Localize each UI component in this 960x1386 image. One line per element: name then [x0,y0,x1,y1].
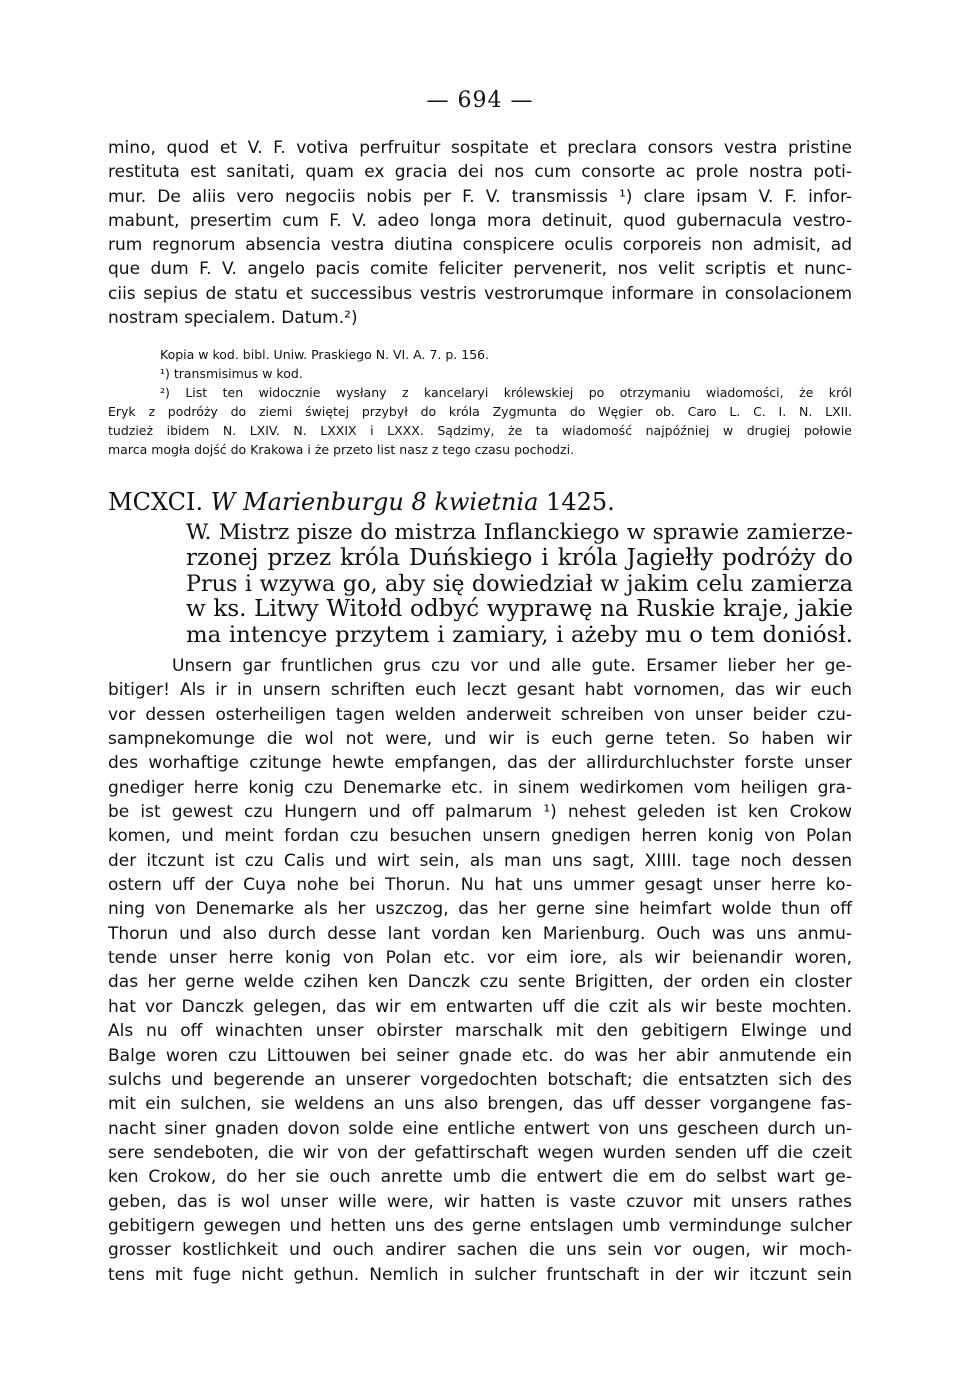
body-line: bitiger! Als ir in unsern schriften euch leczt gesant habt vornomen, das wir euch [108,680,852,701]
body-line: ken Crokow, do her sie ouch anrette umb die entwert die em do selbst wart ge- [108,1167,852,1188]
body-line: Unsern gar fruntlichen grus czu vor und alle gute. Ersamer lieber her ge- [172,656,852,676]
summary-line: ma intencye przytem i zamiary, i ażeby mu o tem doniósł. [186,622,853,649]
body-line: vor dessen osterheiligen tagen welden anderweit schreiben von unser beider czu- [108,704,852,725]
body-line: gnediger herre konig czu Denemarke etc. in sinem wedirkomen vom heiligen gra- [108,777,852,798]
document-year: 1425. [546,488,615,516]
body-line: der itczunt ist czu Calis und wirt sein, als man uns sagt, XIIII. tage noch dessen [108,850,852,871]
footnote-line: tudzież ibidem N. LXIV. N. LXXIX i LXXX. Sądzimy, że ta wiadomość najpóźniej w drugiej połowie [108,423,852,438]
body-text [108,654,852,1287]
footnotes [108,345,852,459]
document-heading [108,488,868,516]
text-line: ciis sepius de statu et successibus vestris vestrorumque informare in consolacionem [108,283,852,304]
body-line: grosser kostlichkeit und ouch andirer sachen die uns sein vor ougen, wir moch- [108,1240,852,1261]
body-line: mit ein sulchen, sie weldens an uns also brengen, das uff desser vorgangene fas- [108,1094,852,1115]
body-line: hat vor Danczk gelegen, das wir em entwarten uff die czit als wir beste mochten. [108,996,852,1017]
body-line: ostern uff der Cuya nohe bei Thorun. Nu hat uns ummer gesagt unser herre ko- [108,875,852,896]
text-line: rum regnorum absencia vestra diutina conspicere oculis corporeis non admisit, ad [108,235,852,256]
summary-line: Prus i wzywa go, aby się dowiedział w jakim celu zamierza [186,570,853,597]
body-line: Als nu off winachten unser obirster marschalk mit den gebitigern Elwinge und [108,1021,852,1042]
body-line: das her gerne welde czihen ken Danczk czu sente Brigitten, der orden ein closter [108,972,852,993]
footnote-line: marca mogła dojść do Krakowa i że przeto list nasz z tego czasu pochodzi. [108,442,575,457]
body-line: be ist gewest czu Hungern und off palmarum ¹) nehest geleden ist ken Crokow [108,802,852,823]
document-title: W Marienburgu 8 kwietnia [210,488,539,516]
body-line: Balge woren czu Littouwen bei seiner gnade etc. do was her abir anmutende ein [108,1045,852,1066]
body-line: gebitigern gewegen und hetten uns des gerne entslagen umb vermindunge sulcher [108,1215,852,1236]
body-line: geben, das is wol unser wille were, wir hatten is vaste czuvor mit unsers rathes [108,1191,852,1212]
document-number: MCXCI. [108,488,204,516]
body-line: tens mit fuge nicht gethun. Nemlich in sulcher fruntschaft in der wir itczunt sein [108,1264,852,1285]
footnote-line: ¹) transmisimus w kod. [160,366,303,381]
intro-paragraph [108,136,852,330]
body-line: sulchs und begerende an unserer vorgedochten botschaft; die entsatzten sich des [108,1069,852,1090]
text-line: que dum F. V. angelo pacis comite feliciter pervenerit, nos velit scriptis et nunc- [108,259,852,280]
body-line: sampnekomunge die wol not were, und wir is euch gerne teten. So haben wir [108,729,852,750]
body-line: ning von Denemarke als her uszczog, das her gerne sine heimfart wolde thun off [108,899,852,920]
text-line: mino, quod et V. F. votiva perfruitur sospitate et preclara consors vestra pristine [108,138,852,158]
page-number: — 694 — [426,88,534,113]
body-line: nacht siner gnaden dovon solde eine entliche entwert von uns gescheen durch un- [108,1118,852,1139]
text-line: restituta est sanitati, quam ex gracia dei nos cum consorte ac prole nostra poti- [108,162,852,183]
body-line: des worhaftige czitunge hewte empfangen, das der allirdurchluchster forste unser [108,753,852,774]
summary-line: rzonej przez króla Duńskiego i króla Jagiełły podróży do [186,544,853,571]
body-line: tende unser herre konig von Polan etc. vor eim iore, als wir beienandir woren, [108,948,852,969]
body-line: sere sendeboten, die wir von der gefattirschaft wegen wurden senden uff die czeit [108,1142,852,1163]
footnote-line: Kopia w kod. bibl. Uniw. Praskiego N. VI. A. 7. p. 156. [160,347,490,362]
body-line: Thorun und also durch desse lant vordan ken Marienburg. Ouch was uns anmu- [108,923,852,944]
text-line: nostram specialem. Datum.²) [108,308,358,329]
summary-line: W. Mistrz pisze do mistrza Inflanckiego w sprawie zamierze- [186,520,853,545]
text-line: mur. De aliis vero negociis nobis per F. V. transmissis ¹) clare ipsam V. F. infor- [108,186,852,207]
body-line: komen, und meint fordan czu besuchen unsern gnedigen herren konig von Polan [108,826,852,847]
summary-line: w ks. Litwy Witołd odbyć wyprawę na Ruskie kraje, jakie [186,596,853,623]
text-line: mabunt, presertim cum F. V. adeo longa mora detinuit, quod gubernacula vestro- [108,210,852,231]
footnote-line: Eryk z podróży do ziemi świętej przybył do króla Zygmunta do Węgier ob. Caro L. C. I. N. LXII. [108,404,852,419]
summary-block [186,520,853,649]
footnote-line: ²) List ten widocznie wysłany z kancelaryi królewskiej po otrzymaniu wiadomości, że król [160,385,852,400]
